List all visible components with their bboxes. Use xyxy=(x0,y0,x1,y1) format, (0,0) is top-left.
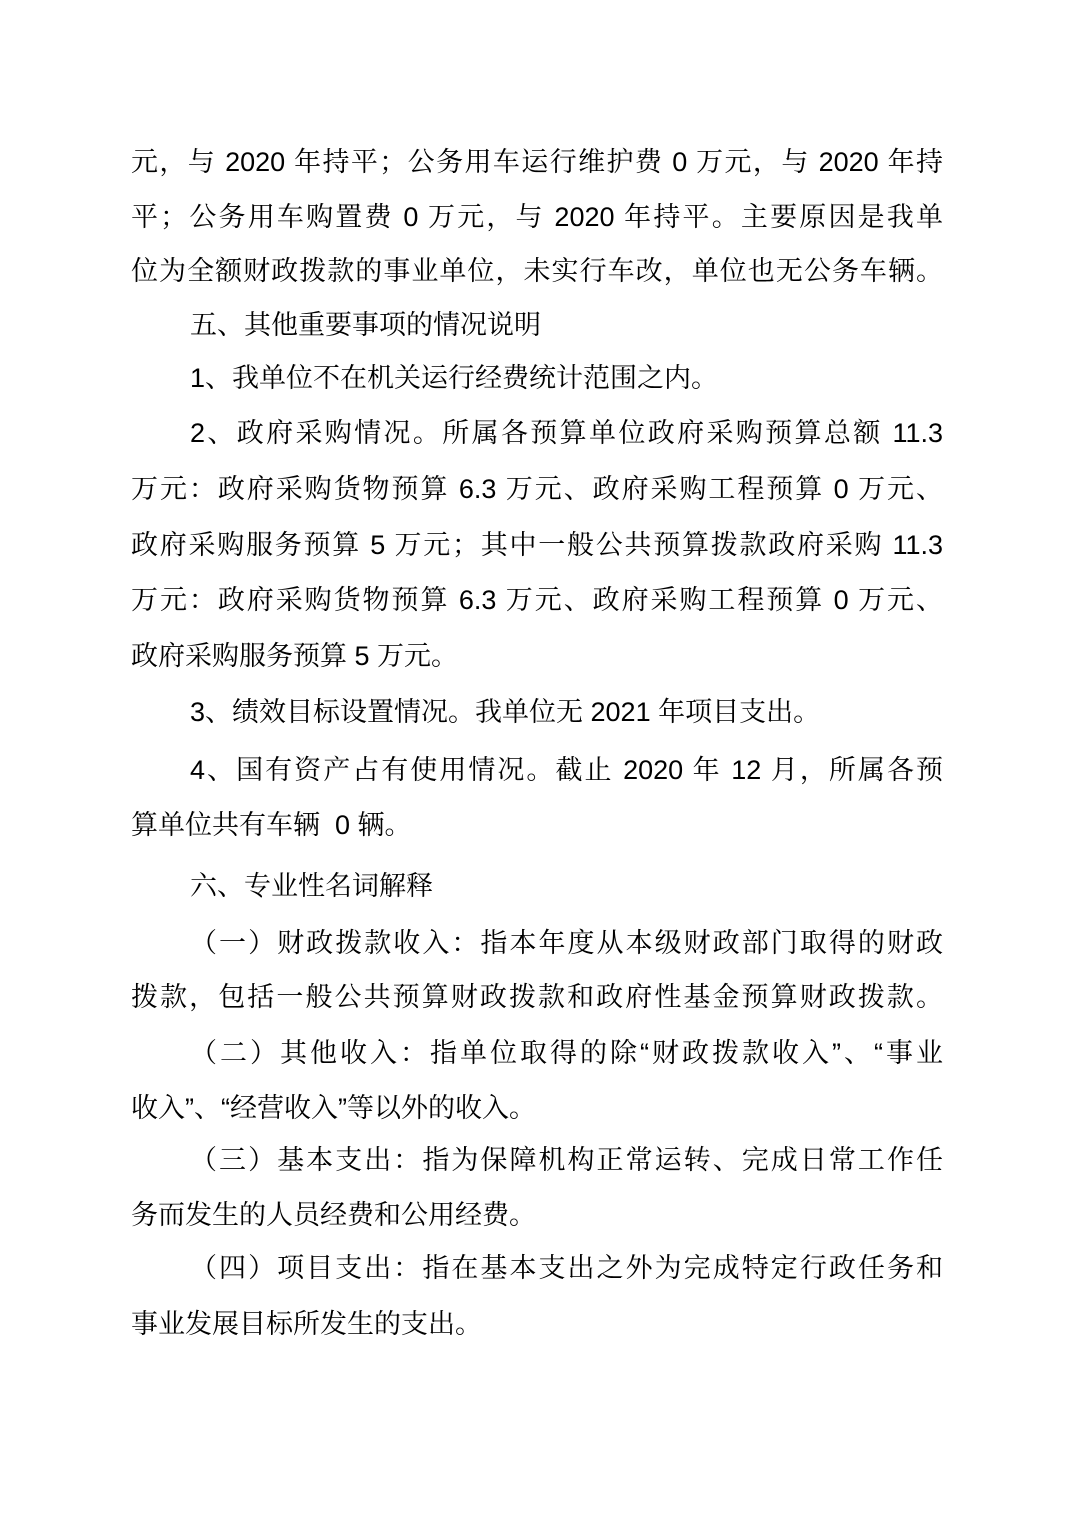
paragraph-line: （四）项目支出：指在基本支出之外为完成特定行政任务和 xyxy=(190,1253,943,1283)
paragraph-line: （三）基本支出：指为保障机构正常运转、完成日常工作任 xyxy=(190,1145,943,1175)
section-heading-6: 六、专业性名词解释 xyxy=(190,871,433,901)
paragraph-line: （二）其他收入：指单位取得的除“财政拨款收入”、“事业 xyxy=(190,1038,943,1068)
paragraph-line: 2、政府采购情况。所属各预算单位政府采购预算总额 11.3 xyxy=(190,418,943,448)
paragraph-line: 拨款，包括一般公共预算财政拨款和政府性基金预算财政拨款。 xyxy=(131,982,943,1012)
section-heading-5: 五、其他重要事项的情况说明 xyxy=(190,310,541,340)
paragraph-line: 万元：政府采购货物预算 6.3 万元、政府采购工程预算 0 万元、 xyxy=(131,474,943,504)
paragraph-line: 万元：政府采购货物预算 6.3 万元、政府采购工程预算 0 万元、 xyxy=(131,585,943,615)
paragraph-line: 收入”、“经营收入”等以外的收入。 xyxy=(131,1093,536,1123)
paragraph-line: 政府采购服务预算 5 万元。 xyxy=(131,641,459,671)
paragraph-line: 事业发展目标所发生的支出。 xyxy=(131,1309,482,1339)
paragraph-line: 3、绩效目标设置情况。我单位无 2021 年项目支出。 xyxy=(190,697,821,727)
paragraph-line: 位为全额财政拨款的事业单位，未实行车改，单位也无公务车辆。 xyxy=(131,256,943,286)
paragraph-line: 平；公务用车购置费 0 万元，与 2020 年持平。主要原因是我单 xyxy=(131,202,943,232)
paragraph-line: 4、国有资产占有使用情况。截止 2020 年 12 月，所属各预 xyxy=(190,755,943,785)
paragraph-line: 政府采购服务预算 5 万元；其中一般公共预算拨款政府采购 11.3 xyxy=(131,530,943,560)
paragraph-line: （一）财政拨款收入：指本年度从本级财政部门取得的财政 xyxy=(190,928,943,958)
paragraph-line: 元，与 2020 年持平；公务用车运行维护费 0 万元，与 2020 年持 xyxy=(131,147,943,177)
paragraph-line: 务而发生的人员经费和公用经费。 xyxy=(131,1200,536,1230)
paragraph-line: 算单位共有车辆 0 辆。 xyxy=(131,810,412,840)
paragraph-line: 1、我单位不在机关运行经费统计范围之内。 xyxy=(190,363,719,393)
